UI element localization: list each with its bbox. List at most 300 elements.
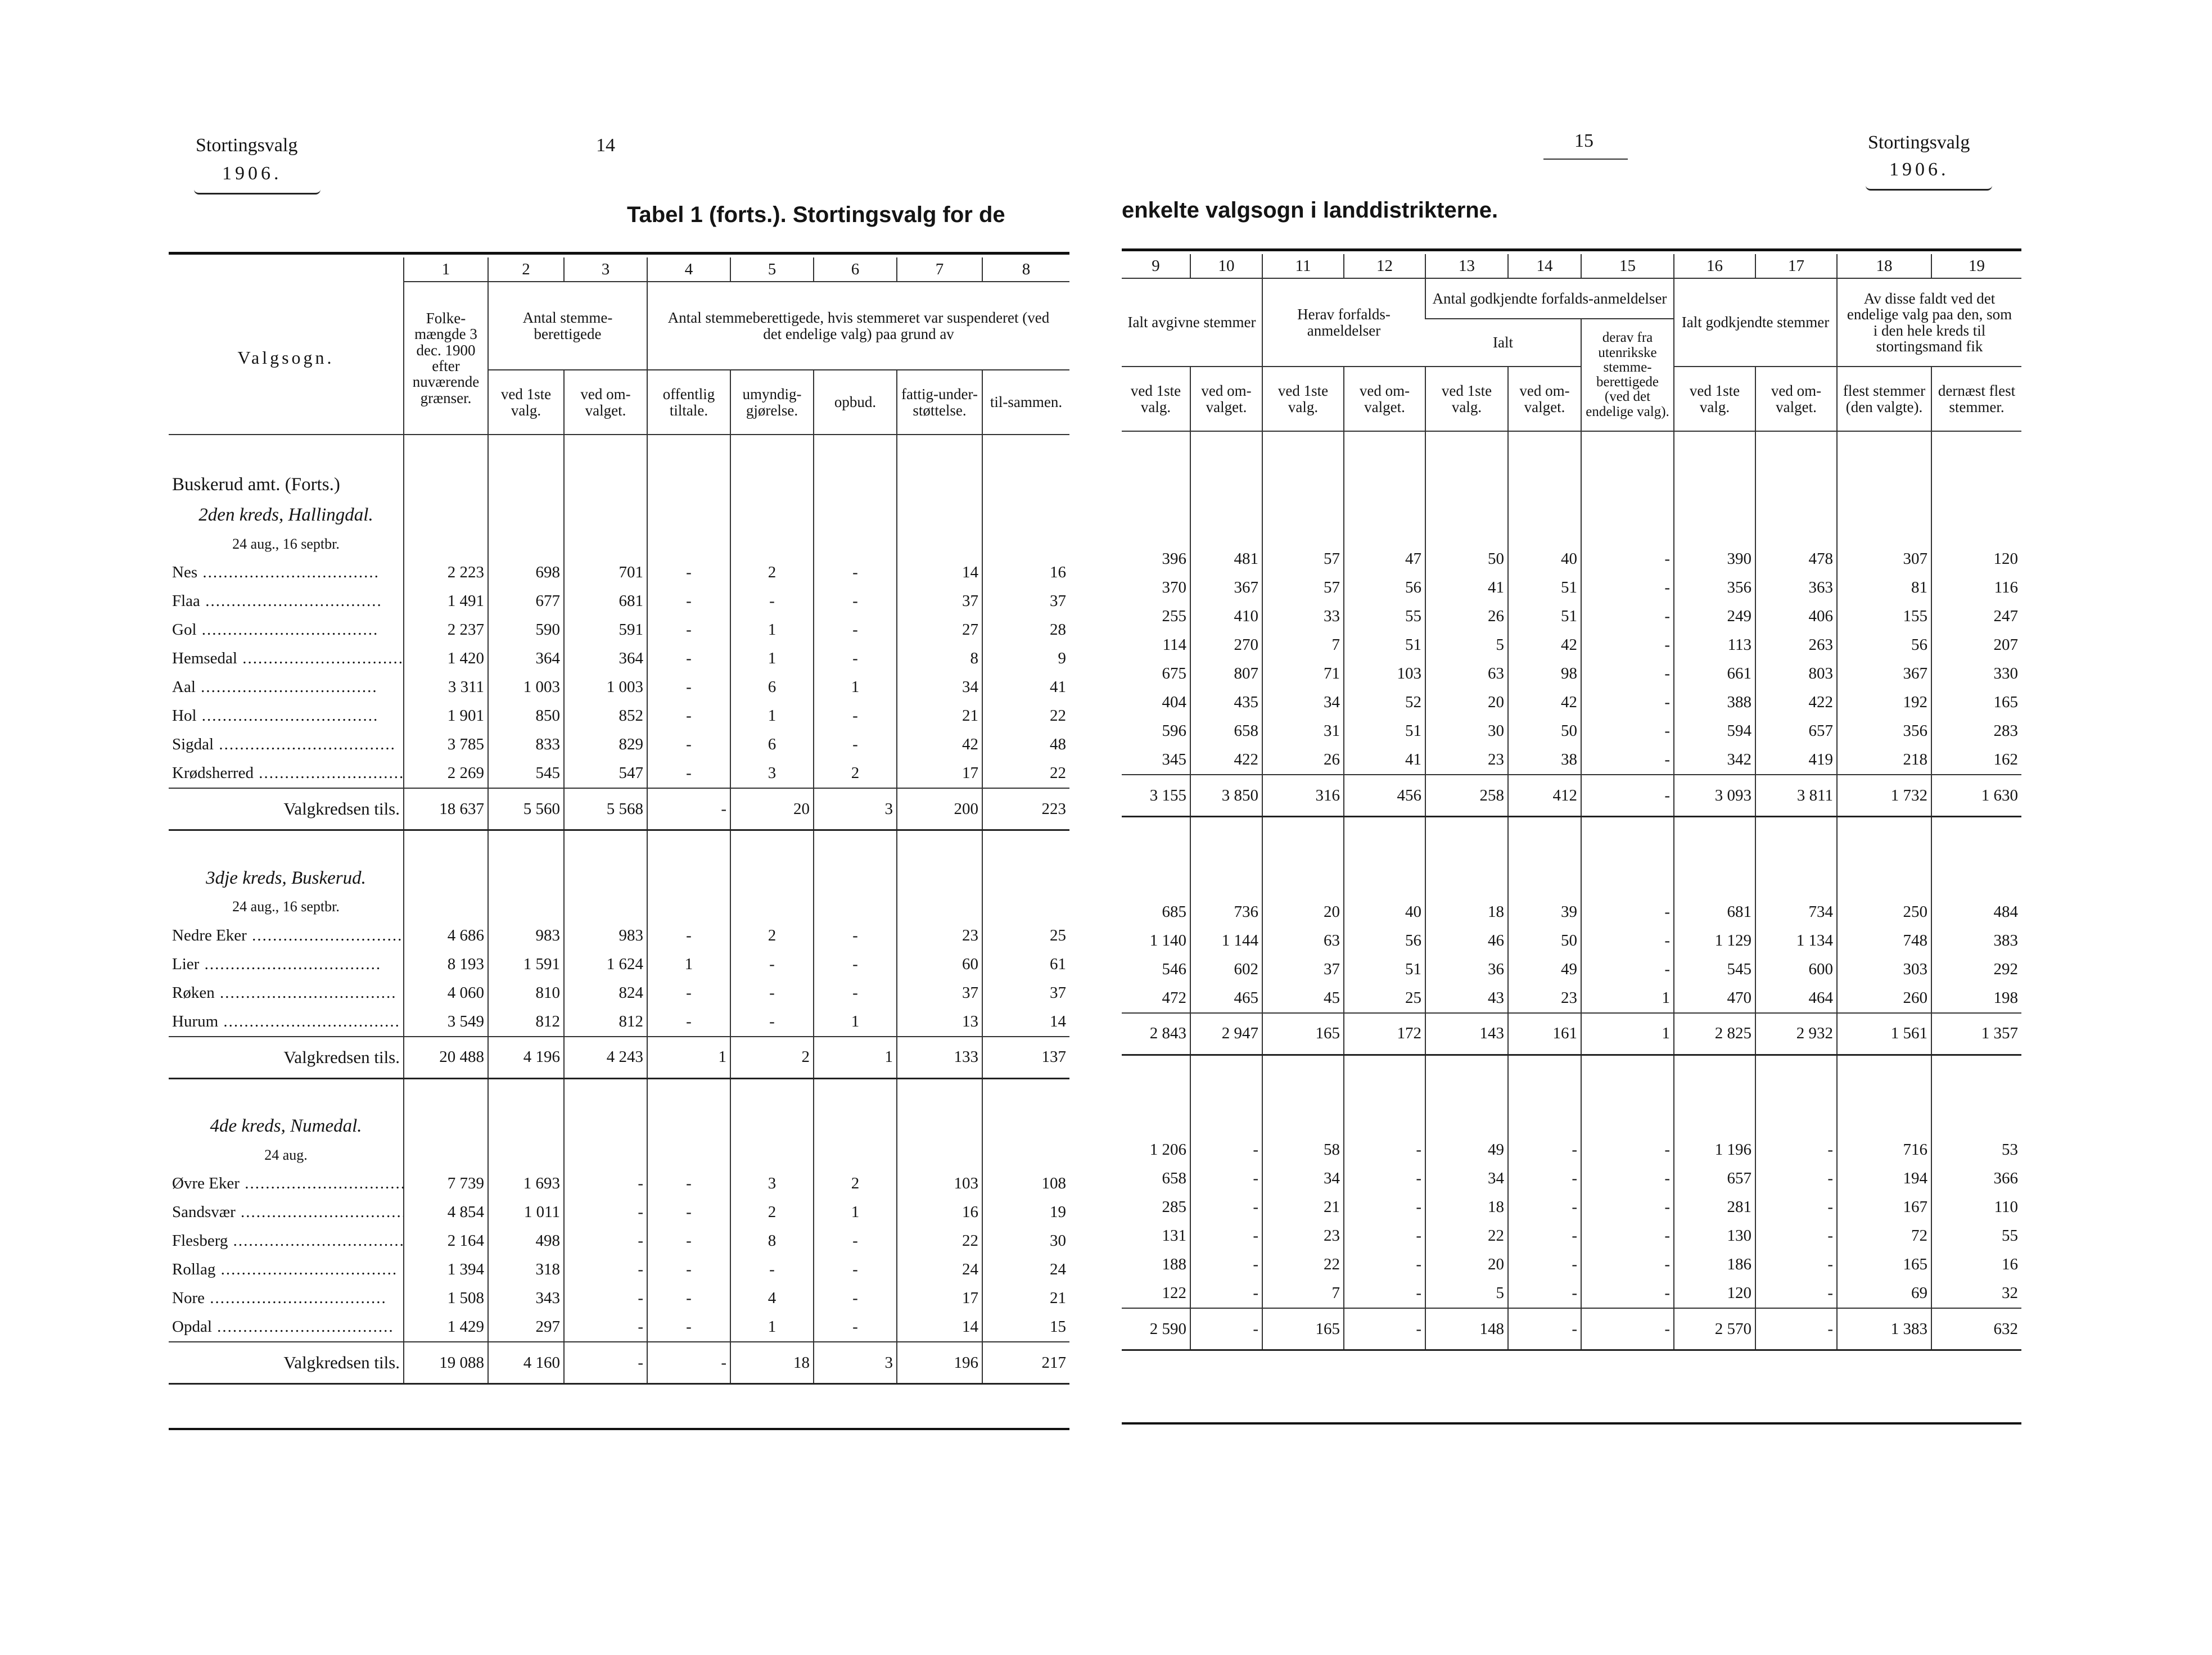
cell-c14: 23 — [1508, 984, 1581, 1013]
kreds-heading: 2den kreds, Hallingdal. — [198, 505, 373, 525]
cell-c4: - — [647, 1198, 730, 1227]
cell-c19: 120 — [1931, 545, 2021, 573]
valgsogn-name — [169, 587, 404, 616]
valgsogn-label: Rollag ..... — [172, 1260, 398, 1279]
header-c8: til-sammen. — [982, 370, 1069, 435]
cell-c10: 410 — [1190, 602, 1262, 631]
total-row — [1122, 1013, 2021, 1055]
cell-c9: 1 206 — [1149, 1141, 1186, 1159]
spacer-cell — [1581, 498, 1674, 545]
empty-cell — [982, 893, 1069, 921]
spacer-row — [1122, 1055, 2021, 1088]
cell-c2: 850 — [488, 702, 564, 730]
empty-cell — [897, 468, 982, 501]
colnum: 1 — [404, 257, 488, 282]
cell-c10: 367 — [1190, 573, 1262, 602]
total-c18: 1 383 — [1837, 1308, 1931, 1350]
cell-c19: 165 — [1931, 688, 2021, 717]
colnum: 4 — [647, 257, 730, 282]
cell-c10: - — [1190, 1193, 1262, 1222]
spacer-cell — [1755, 431, 1837, 498]
empty-cell — [488, 1112, 564, 1141]
cell-c18: 260 — [1837, 984, 1931, 1013]
cell-c4: - — [647, 673, 730, 702]
total-c16: 2 825 — [1674, 1013, 1755, 1055]
valgsogn-label: Aal ..... — [172, 678, 378, 697]
valgsogn-name — [169, 616, 404, 644]
cell-c12: 25 — [1344, 984, 1425, 1013]
total-c17: 2 932 — [1755, 1013, 1837, 1055]
cell-c17: 263 — [1755, 631, 1837, 659]
spacer-cell — [1262, 1055, 1344, 1088]
table-row — [169, 673, 1069, 702]
cell-c5: 1 — [730, 1313, 814, 1342]
cell-c12: 51 — [1344, 631, 1425, 659]
total-c15: - — [1581, 1308, 1674, 1350]
empty-cell — [982, 530, 1069, 558]
header-c10: ved om-valget. — [1190, 367, 1262, 431]
spacer-cell — [169, 1078, 404, 1112]
cell-c13: 5 — [1425, 1279, 1508, 1308]
valgsogn-label: Sigdal ..... — [172, 735, 396, 754]
cell-c7: 37 — [897, 587, 982, 616]
total-row — [1122, 775, 2021, 817]
cell-c7: 42 — [897, 730, 982, 759]
cell-c6: - — [814, 644, 897, 673]
empty-cell — [404, 1141, 488, 1169]
cell-c5: 3 — [730, 1169, 814, 1198]
cell-c7: 21 — [897, 702, 982, 730]
cell-c10: - — [1190, 1279, 1262, 1308]
cell-c8: 19 — [982, 1198, 1069, 1227]
spacer-cell — [1931, 1055, 2021, 1088]
cell-c5: 2 — [730, 558, 814, 587]
cell-c5: 2 — [730, 921, 814, 950]
cell-c14: - — [1508, 1136, 1581, 1164]
empty-cell — [814, 893, 897, 921]
cell-c10: 658 — [1190, 717, 1262, 745]
header-c5: umyndig-gjørelse. — [730, 370, 814, 435]
empty-cell — [897, 893, 982, 921]
cell-c1: 1 491 — [404, 587, 488, 616]
empty-cell — [814, 468, 897, 501]
total-c8: 223 — [982, 788, 1069, 830]
cell-c2: 983 — [488, 921, 564, 950]
spacer-cell — [1122, 817, 1190, 851]
cell-c12: - — [1344, 1136, 1425, 1164]
spacer-cell — [1581, 1055, 1674, 1088]
spacer-cell — [564, 830, 647, 864]
empty-cell — [982, 1112, 1069, 1141]
empty-cell — [730, 501, 814, 530]
cell-c15: - — [1581, 1136, 1674, 1164]
cell-c12: 51 — [1344, 717, 1425, 745]
valgsogn-name — [169, 730, 404, 759]
cell-c6: - — [814, 1284, 897, 1313]
cell-c12: 52 — [1344, 688, 1425, 717]
cell-c18: 250 — [1837, 898, 1931, 926]
left-top-rule — [169, 252, 1069, 255]
colnum: 15 — [1581, 254, 1674, 278]
cell-c4: - — [647, 1169, 730, 1198]
cell-c14: 98 — [1508, 659, 1581, 688]
cell-c10: 1 144 — [1190, 926, 1262, 955]
header-ialt-godkjendte: Ialt godkjendte stemmer — [1674, 278, 1837, 367]
cell-c9: 1 140 — [1149, 931, 1186, 949]
empty-cell — [814, 1112, 897, 1141]
total-c6: 1 — [814, 1037, 897, 1079]
table-row — [1122, 1193, 2021, 1222]
spacer-cell — [730, 435, 814, 468]
total-c7: 133 — [897, 1037, 982, 1079]
cell-c12: 41 — [1344, 745, 1425, 775]
cell-c2: 698 — [488, 558, 564, 587]
cell-c9: 596 — [1162, 722, 1186, 740]
cell-c9: 131 — [1162, 1227, 1186, 1245]
valgsogn-label: Hol ..... — [172, 707, 378, 725]
cell-c6: - — [814, 558, 897, 587]
cell-c9: 114 — [1162, 636, 1186, 654]
cell-c2: 297 — [488, 1313, 564, 1342]
colnum: 2 — [488, 257, 564, 282]
cell-c17: 478 — [1755, 545, 1837, 573]
cell-c7: 24 — [897, 1255, 982, 1284]
cell-c10: 481 — [1190, 545, 1262, 573]
valgsogn-name — [169, 702, 404, 730]
cell-c4: - — [647, 979, 730, 1007]
cell-c9: 370 — [1162, 578, 1186, 596]
header-antal-stemmeberettigede: Antal stemme-berettigede — [488, 282, 647, 370]
kreds-heading: 4de kreds, Numedal. — [210, 1116, 362, 1136]
total-c13: 148 — [1425, 1308, 1508, 1350]
total-row — [169, 1342, 1069, 1384]
cell-c13: 18 — [1425, 898, 1508, 926]
empty-cell — [488, 530, 564, 558]
cell-c6: - — [814, 1255, 897, 1284]
header-folkemaengde: Folke-mængde 3 dec. 1900 efter nuværende grænser. — [404, 282, 488, 435]
cell-c12: - — [1344, 1164, 1425, 1193]
colnum: 19 — [1931, 254, 2021, 278]
kreds-heading-row — [169, 1112, 1069, 1141]
cell-c15: - — [1581, 545, 1674, 573]
cell-c6: - — [814, 1313, 897, 1342]
empty-cell — [897, 1112, 982, 1141]
total-c10: - — [1190, 1308, 1262, 1350]
total-c8: 137 — [982, 1037, 1069, 1079]
cell-c1: 1 429 — [404, 1313, 488, 1342]
cell-c17: 363 — [1755, 573, 1837, 602]
cell-c18: 307 — [1837, 545, 1931, 573]
cell-c16: 681 — [1674, 898, 1755, 926]
spacer-cell — [1931, 1088, 2021, 1136]
valgsogn-label: Røken ..... — [172, 984, 396, 1002]
empty-cell — [730, 1112, 814, 1141]
cell-c5: 1 — [730, 702, 814, 730]
cell-c3: 681 — [564, 587, 647, 616]
cell-c3: - — [564, 1198, 647, 1227]
cell-c1: 2 237 — [404, 616, 488, 644]
spacer-cell — [1262, 817, 1344, 851]
cell-c8: 37 — [982, 587, 1069, 616]
header-c7: fattig-under-støttelse. — [897, 370, 982, 435]
cell-c19: 366 — [1931, 1164, 2021, 1193]
valgsogn-name — [169, 1255, 404, 1284]
cell-c3: - — [564, 1169, 647, 1198]
spacer-cell — [1190, 851, 1262, 898]
total-c13: 143 — [1425, 1013, 1508, 1055]
table-row — [1122, 717, 2021, 745]
cell-c11: 7 — [1262, 1279, 1344, 1308]
cell-c11: 57 — [1262, 573, 1344, 602]
cell-c3: 547 — [564, 759, 647, 788]
cell-c16: 594 — [1674, 717, 1755, 745]
total-c11: 165 — [1262, 1013, 1344, 1055]
spacer-cell — [1344, 431, 1425, 498]
cell-c11: 7 — [1262, 631, 1344, 659]
total-c13: 258 — [1425, 775, 1508, 817]
spacer-cell — [1931, 817, 2021, 851]
header-c18: flest stemmer (den valgte). — [1837, 367, 1931, 431]
table-row — [169, 950, 1069, 979]
cell-c4: - — [647, 702, 730, 730]
empty-cell — [488, 468, 564, 501]
table-row — [1122, 1279, 2021, 1308]
right-bottom-rule — [1122, 1422, 2021, 1425]
empty-cell — [730, 530, 814, 558]
cell-c9: 345 — [1162, 750, 1186, 768]
cell-c3: 852 — [564, 702, 647, 730]
empty-cell — [897, 501, 982, 530]
table-row — [1122, 545, 2021, 573]
cell-c15: - — [1581, 602, 1674, 631]
cell-c5: - — [730, 1007, 814, 1037]
cell-c11: 37 — [1262, 955, 1344, 984]
cell-c15: - — [1581, 1279, 1674, 1308]
cell-c6: - — [814, 702, 897, 730]
cell-c8: 41 — [982, 673, 1069, 702]
table-row — [1122, 659, 2021, 688]
total-c4: - — [647, 1342, 730, 1384]
empty-cell — [564, 468, 647, 501]
empty-cell — [730, 864, 814, 893]
spacer-row — [1122, 1088, 2021, 1136]
total-c14: - — [1508, 1308, 1581, 1350]
empty-cell — [564, 501, 647, 530]
spacer-cell — [1190, 1055, 1262, 1088]
cell-c1: 1 508 — [404, 1284, 488, 1313]
table-row — [1122, 1136, 2021, 1164]
cell-c1: 1 901 — [404, 702, 488, 730]
header-ialt-avgivne: Ialt avgivne stemmer — [1122, 278, 1262, 367]
colnum: 11 — [1262, 254, 1344, 278]
cell-c11: 57 — [1262, 545, 1344, 573]
empty-cell — [982, 864, 1069, 893]
cell-c5: 3 — [730, 759, 814, 788]
cell-c17: 464 — [1755, 984, 1837, 1013]
spacer-cell — [404, 435, 488, 468]
cell-c6: - — [814, 921, 897, 950]
total-c1: 19 088 — [404, 1342, 488, 1384]
header-c19: dernæst flest stemmer. — [1931, 367, 2021, 431]
empty-cell — [564, 864, 647, 893]
right-top-rule — [1122, 248, 2021, 251]
valgsogn-label: Nes ..... — [172, 563, 380, 582]
spacer-cell — [488, 830, 564, 864]
spacer-cell — [982, 830, 1069, 864]
spacer-cell — [1837, 1088, 1931, 1136]
cell-c1: 4 854 — [404, 1198, 488, 1227]
header-c4: offentlig tiltale. — [647, 370, 730, 435]
cell-c13: 26 — [1425, 602, 1508, 631]
cell-c6: 1 — [814, 1007, 897, 1037]
cell-c15: - — [1581, 1250, 1674, 1279]
valgsogn-label: Opdal ..... — [172, 1318, 394, 1336]
table-row — [1122, 745, 2021, 775]
cell-c12: - — [1344, 1222, 1425, 1250]
right-running-title: Stortingsvalg — [1868, 132, 1970, 153]
cell-c12: 47 — [1344, 545, 1425, 573]
total-label: Valgkredsen tils. — [169, 1037, 404, 1079]
empty-cell — [404, 501, 488, 530]
cell-c13: 34 — [1425, 1164, 1508, 1193]
total-c5: 18 — [730, 1342, 814, 1384]
total-c1: 18 637 — [404, 788, 488, 830]
cell-c3: - — [564, 1284, 647, 1313]
cell-c4: - — [647, 1007, 730, 1037]
cell-c6: - — [814, 730, 897, 759]
total-c16: 2 570 — [1674, 1308, 1755, 1350]
valgsogn-label: Øvre Eker ..... — [172, 1174, 404, 1193]
cell-c17: - — [1755, 1193, 1837, 1222]
empty-cell — [404, 864, 488, 893]
empty-cell — [897, 530, 982, 558]
cell-c19: 330 — [1931, 659, 2021, 688]
cell-c3: 983 — [564, 921, 647, 950]
total-c2: 5 560 — [488, 788, 564, 830]
cell-c8: 22 — [982, 759, 1069, 788]
spacer-cell — [1931, 498, 2021, 545]
empty-cell — [814, 864, 897, 893]
cell-c16: 388 — [1674, 688, 1755, 717]
cell-c13: 5 — [1425, 631, 1508, 659]
cell-c2: 1 003 — [488, 673, 564, 702]
cell-c16: 657 — [1674, 1164, 1755, 1193]
amt-heading: Buskerud amt. (Forts.) — [172, 474, 340, 495]
total-c12: 172 — [1344, 1013, 1425, 1055]
left-year: 1906. — [222, 163, 282, 184]
table-row — [169, 921, 1069, 950]
spacer-cell — [1508, 851, 1581, 898]
cell-c16: 130 — [1674, 1222, 1755, 1250]
table-row — [169, 1198, 1069, 1227]
cell-c12: - — [1344, 1279, 1425, 1308]
cell-c9: 685 — [1162, 902, 1186, 921]
table-row — [169, 558, 1069, 587]
cell-c16: 470 — [1674, 984, 1755, 1013]
cell-c1: 7 739 — [404, 1169, 488, 1198]
cell-c18: 748 — [1837, 926, 1931, 955]
cell-c11: 33 — [1262, 602, 1344, 631]
cell-c7: 14 — [897, 558, 982, 587]
empty-cell — [404, 468, 488, 501]
cell-c5: 1 — [730, 644, 814, 673]
valgsogn-name — [169, 1227, 404, 1255]
total-c6: 3 — [814, 1342, 897, 1384]
header-c6: opbud. — [814, 370, 897, 435]
kreds-date-row — [169, 530, 1069, 558]
kreds-heading: 3dje kreds, Buskerud. — [206, 867, 366, 888]
table-row — [1122, 1222, 2021, 1250]
cell-c13: 46 — [1425, 926, 1508, 955]
valgsogn-name — [169, 950, 404, 979]
cell-c2: 318 — [488, 1255, 564, 1284]
header-suspendert: Antal stemmeberettigede, hvis stemmeret var suspenderet (ved det endelige valg) paa grund av — [647, 282, 1069, 370]
cell-c14: 49 — [1508, 955, 1581, 984]
cell-c1: 1 420 — [404, 644, 488, 673]
cell-c14: 50 — [1508, 926, 1581, 955]
spacer-cell — [647, 1078, 730, 1112]
cell-c4: - — [647, 644, 730, 673]
table-row — [169, 702, 1069, 730]
cell-c18: 367 — [1837, 659, 1931, 688]
cell-c5: - — [730, 950, 814, 979]
cell-c19: 247 — [1931, 602, 2021, 631]
cell-c5: - — [730, 979, 814, 1007]
cell-c18: 69 — [1837, 1279, 1931, 1308]
cell-c19: 110 — [1931, 1193, 2021, 1222]
cell-c15: - — [1581, 573, 1674, 602]
cell-c18: 218 — [1837, 745, 1931, 775]
cell-c16: 661 — [1674, 659, 1755, 688]
total-c10: 3 850 — [1190, 775, 1262, 817]
empty-cell — [647, 530, 730, 558]
empty-cell — [404, 1112, 488, 1141]
total-c4: 1 — [647, 1037, 730, 1079]
spacer-cell — [1425, 1055, 1508, 1088]
total-c9: 3 155 — [1122, 775, 1190, 817]
cell-c8: 37 — [982, 979, 1069, 1007]
cell-c2: 810 — [488, 979, 564, 1007]
cell-c6: 1 — [814, 673, 897, 702]
valgsogn-name — [169, 979, 404, 1007]
cell-c10: 465 — [1190, 984, 1262, 1013]
total-c15: - — [1581, 775, 1674, 817]
header-c13: ved 1ste valg. — [1425, 367, 1508, 431]
colnum: 14 — [1508, 254, 1581, 278]
right-year: 1906. — [1889, 159, 1949, 180]
cell-c13: 50 — [1425, 545, 1508, 573]
colnum: 12 — [1344, 254, 1425, 278]
spacer-row — [169, 1078, 1069, 1112]
kreds-heading-row — [169, 501, 1069, 530]
cell-c4: - — [647, 1313, 730, 1342]
spacer-cell — [814, 830, 897, 864]
empty-cell — [647, 893, 730, 921]
valgsogn-name — [169, 673, 404, 702]
cell-c12: 40 — [1344, 898, 1425, 926]
valgsogn-name — [169, 1169, 404, 1198]
cell-c18: 56 — [1837, 631, 1931, 659]
cell-c8: 24 — [982, 1255, 1069, 1284]
total-c1: 20 488 — [404, 1037, 488, 1079]
cell-c13: 18 — [1425, 1193, 1508, 1222]
spacer-cell — [1931, 851, 2021, 898]
valgsogn-label: Krødsherred ..... — [172, 764, 404, 783]
spacer-cell — [1581, 1088, 1674, 1136]
cell-c4: - — [647, 1255, 730, 1284]
table-row — [1122, 1164, 2021, 1193]
spacer-row — [169, 830, 1069, 864]
